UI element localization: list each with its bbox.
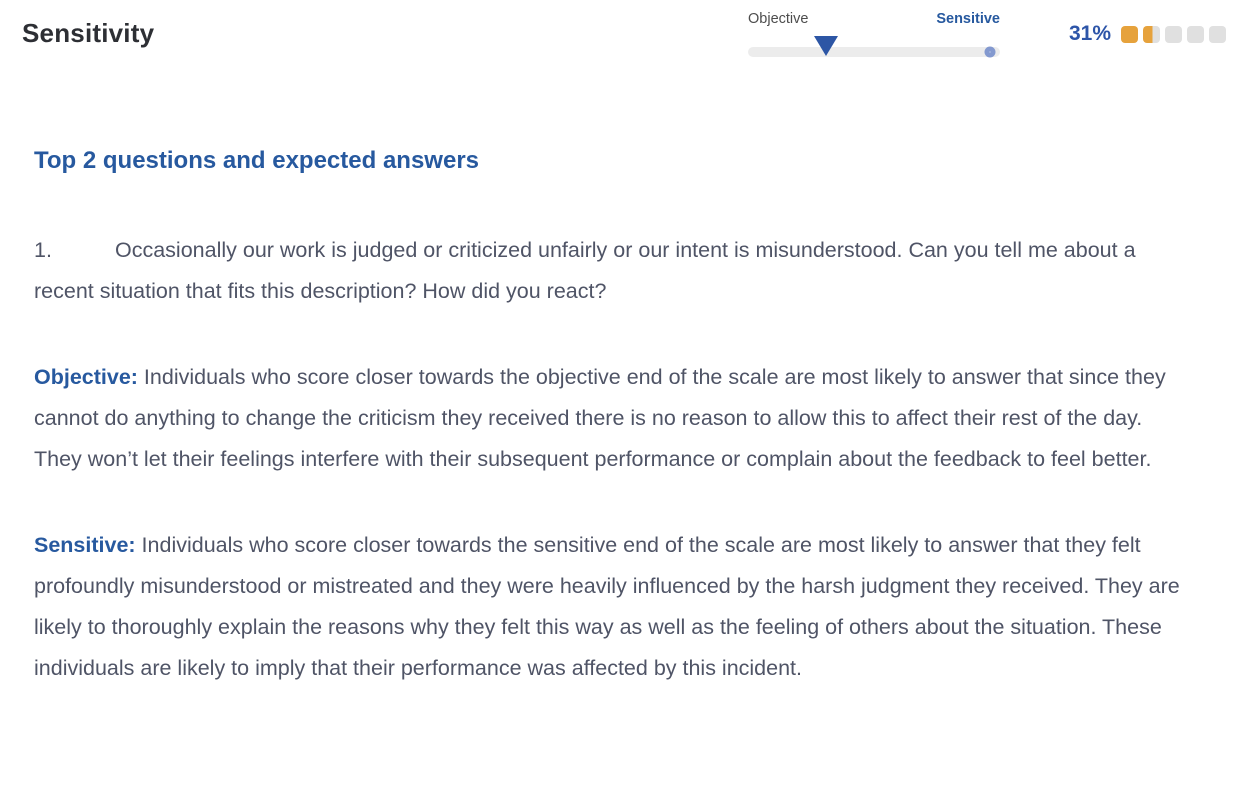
answer-objective-label: Objective: xyxy=(34,365,138,389)
score-square xyxy=(1143,26,1160,43)
score-square xyxy=(1121,26,1138,43)
score-percent: 31% xyxy=(1069,22,1112,45)
answer-sensitive-text: Individuals who score closer towards the sensitive end of the scale are most likely to answer that they felt profoundly misunderstood or mistreated and they were heavily influenced by the harsh judgment they received. They are likely to thoroughly explain the reasons why they felt this way as well as the feeling of others about the situation. These individuals are likely to imply that their performance was affected by this incident. xyxy=(34,533,1180,680)
question-1 xyxy=(34,230,1184,312)
answer-objective-text: Individuals who score closer towards the objective end of the scale are most likely to answer that since they cannot do anything to change the criticism they received there is no reason to allow this to affect their rest of the day. They won’t let their feelings interfere with their subsequent performance or complain about the feedback to feel better. xyxy=(34,365,1166,471)
sensitivity-slider xyxy=(748,11,1000,57)
score-square xyxy=(1165,26,1182,43)
question-number: 1. xyxy=(34,238,52,262)
report-content xyxy=(34,146,1184,734)
score-marker-triangle xyxy=(814,36,838,56)
score-square xyxy=(1209,26,1226,43)
answer-sensitive xyxy=(34,525,1184,689)
slider-track[interactable] xyxy=(748,47,1000,57)
question-text: Occasionally our work is judged or criticized unfairly or our intent is misunderstood. Can you tell me about a recent situation that fits this description? How did you react? xyxy=(34,238,1136,303)
page-title: Sensitivity xyxy=(22,18,155,48)
answer-objective xyxy=(34,357,1184,480)
slider-label-sensitive: Sensitive xyxy=(936,11,1000,27)
score-square xyxy=(1187,26,1204,43)
score-squares xyxy=(1121,26,1226,43)
slider-label-objective: Objective xyxy=(748,11,809,27)
slider-handle[interactable] xyxy=(985,47,996,58)
section-heading: Top 2 questions and expected answers xyxy=(34,147,480,174)
score-area xyxy=(1069,20,1226,48)
answer-sensitive-label: Sensitive: xyxy=(34,533,136,557)
